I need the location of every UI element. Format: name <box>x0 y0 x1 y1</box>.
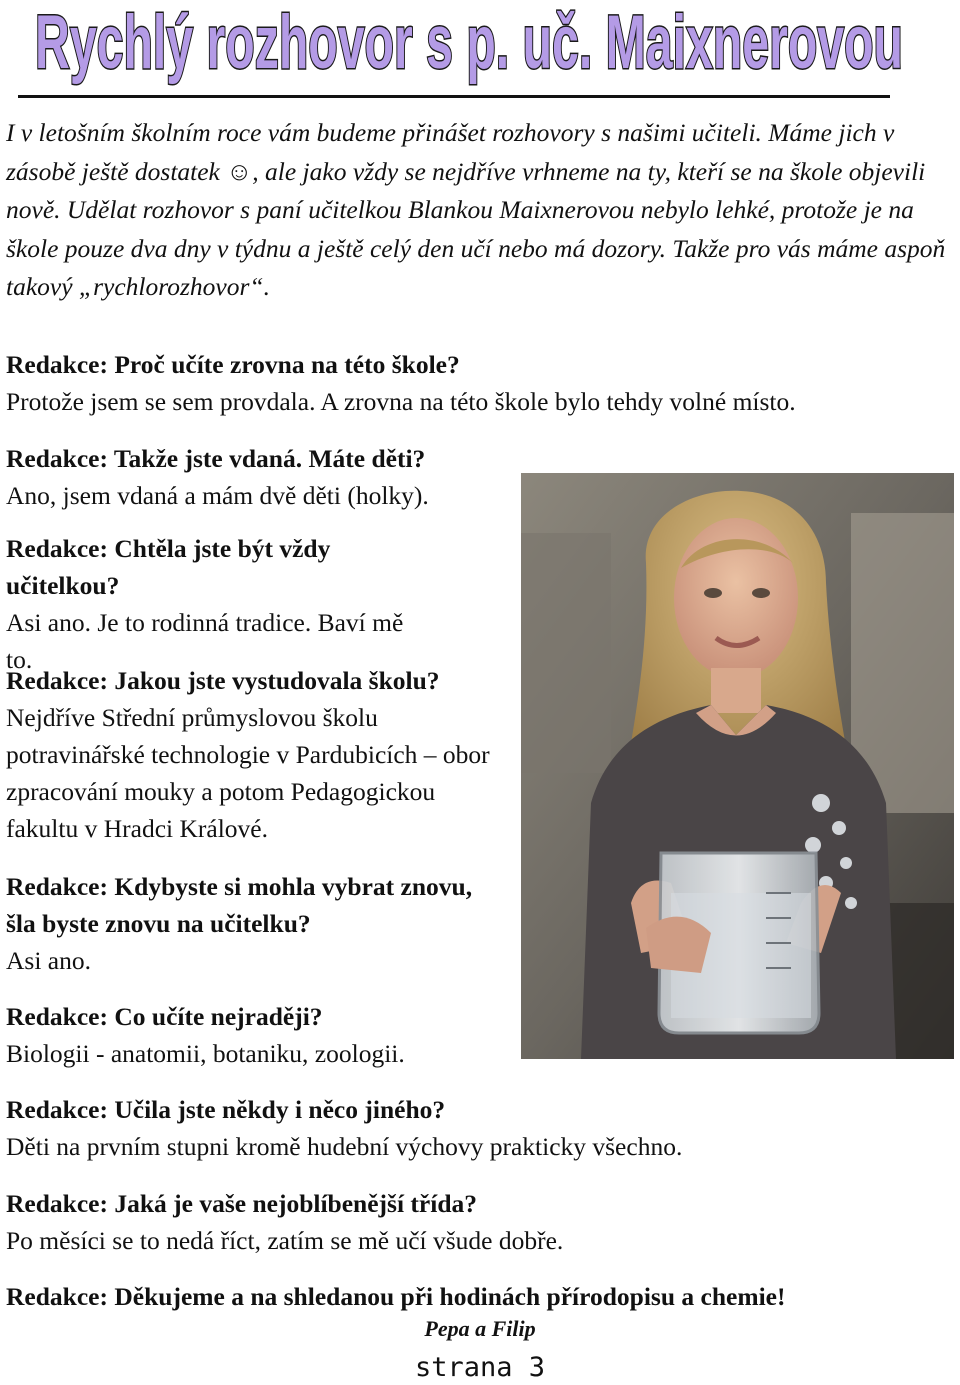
page-title-graphic <box>24 2 914 92</box>
question: Redakce: Proč učíte zrovna na této škole? <box>6 350 460 379</box>
answer: Děti na prvním stupni kromě hudební výchovy prakticky všechno. <box>6 1132 683 1161</box>
qa-block-6 <box>6 998 506 1072</box>
answer: Biologii - anatomii, botaniku, zoologii. <box>6 1039 405 1068</box>
question: Redakce: Chtěla jste být vždy učitelkou? <box>6 534 331 600</box>
author-signature: Pepa a Filip <box>424 1316 536 1341</box>
intro-paragraph: I v letošním školním roce vám budeme přinášet rozhovory s našimi učiteli. Máme jich v zásobě ještě dostatek ☺, ale jako vždy se nejdříve vrhneme na ty, kteří se na škole objevili nově. Udělat rozhovor s paní učitelkou Blankou Maixnerovou nebylo lehké, protože je na škole pouze dva dny v týdnu a ještě celý den učí nebo má dozory. Takže pro vás máme aspoň takový „rychlorozhovor“. <box>6 118 946 301</box>
teacher-photo <box>521 473 954 1059</box>
qa-block-5 <box>6 868 496 979</box>
question: Redakce: Takže jste vdaná. Máte děti? <box>6 444 426 473</box>
qa-block-7 <box>6 1091 946 1165</box>
page-title <box>24 2 914 92</box>
answer: Asi ano. <box>6 946 91 975</box>
qa-block-1 <box>6 346 946 420</box>
answer: Ano, jsem vdaná a mám dvě děti (holky). <box>6 481 429 510</box>
question: Redakce: Jakou jste vystudovala školu? <box>6 666 440 695</box>
question: Redakce: Učila jste někdy i něco jiného? <box>6 1095 446 1124</box>
question: Redakce: Jaká je vaše nejoblíbenější třída? <box>6 1189 478 1218</box>
question: Redakce: Kdybyste si mohla vybrat znovu, šla byste znovu na učitelku? <box>6 872 473 938</box>
teacher-photo-illustration <box>521 473 954 1059</box>
page-title-text: Rychlý rozhovor s p. uč. Maixnerovou <box>35 2 903 85</box>
answer: Po měsíci se to nedá říct, zatím se mě učí všude dobře. <box>6 1226 564 1255</box>
qa-block-3 <box>6 530 426 678</box>
answer: Asi ano. Je to rodinná tradice. Baví mě to. <box>6 608 404 674</box>
title-divider <box>18 95 890 98</box>
question: Redakce: Děkujeme a na shledanou při hodinách přírodopisu a chemie! <box>6 1282 786 1311</box>
qa-block-9 <box>6 1278 956 1315</box>
answer: Protože jsem se sem provdala. A zrovna na této škole bylo tehdy volné místo. <box>6 387 796 416</box>
qa-block-2 <box>6 440 506 514</box>
qa-block-8 <box>6 1185 946 1259</box>
answer: Nejdříve Střední průmyslovou školu potravinářské technologie v Pardubicích – obor zpracování mouky a potom Pedagogickou fakultu v Hradci Králové. <box>6 703 490 843</box>
question: Redakce: Co učíte nejraději? <box>6 1002 323 1031</box>
qa-block-4 <box>6 662 511 847</box>
page-number: strana 3 <box>414 1352 546 1383</box>
